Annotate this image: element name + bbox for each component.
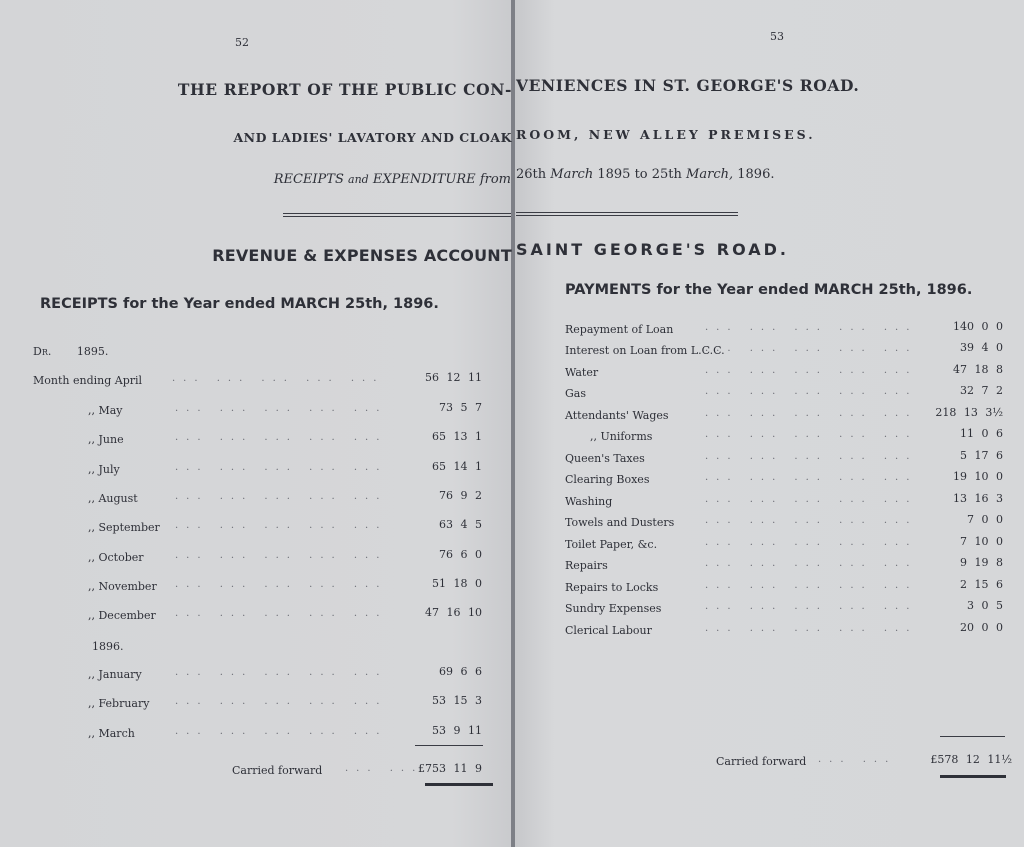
payment-row-label: Clerical Labour	[565, 624, 652, 637]
payment-row-label: ,, Uniforms	[590, 430, 653, 443]
receipt-row-label: ,, January	[88, 668, 142, 681]
payment-row-leader-dots: ... ... ... ... ...	[705, 580, 918, 591]
dr-text: Dr.	[33, 345, 52, 358]
start-year-end-day: 1895 to 25th	[597, 167, 682, 182]
payment-row-amount: 47 18 8	[953, 363, 1003, 376]
payment-row-leader-dots: ... ... ... ... ...	[705, 472, 918, 483]
payments-total-rule	[940, 775, 1006, 778]
receipts-subtotal-rule	[415, 745, 483, 746]
title-line2-right: ROOM, NEW ALLEY PREMISES.	[516, 127, 816, 142]
payment-row-leader-dots: ... ... ... ... ...	[705, 343, 918, 354]
payment-row-amount: 218 13 3½	[935, 406, 1003, 419]
receipt-row-label: ,, November	[88, 580, 157, 593]
payment-row-leader-dots: ... ... ... ... ...	[705, 365, 918, 376]
receipt-row-label: ,, February	[88, 697, 150, 710]
receipts-word: RECEIPTS	[273, 172, 344, 187]
payment-row-leader-dots: ... ... ... ... ...	[705, 322, 918, 333]
payment-row-label: Toilet Paper, &c.	[565, 538, 658, 551]
receipt-row-leader-dots: ... ... ... ... ...	[175, 667, 388, 678]
payment-row-amount: 3 0 5	[967, 599, 1003, 612]
account-heading-left: REVENUE & EXPENSES ACCOUNT	[212, 246, 512, 265]
payment-row-amount: 13 16 3	[953, 492, 1003, 505]
receipt-row-label: ,, July	[88, 463, 120, 476]
payments-heading: PAYMENTS for the Year ended MARCH 25th, 1896.	[565, 282, 973, 298]
payment-row-label: Clearing Boxes	[565, 473, 650, 486]
expenditure-word: EXPENDITURE	[372, 172, 476, 187]
end-month: March,	[686, 167, 734, 182]
payment-row-amount: 39 4 0	[960, 341, 1003, 354]
payment-row-label: Towels and Dusters	[565, 516, 675, 529]
payment-row-label: Sundry Expenses	[565, 602, 662, 615]
start-day: 26th	[516, 167, 547, 182]
year-1895: 1895.	[76, 345, 109, 358]
payment-row-leader-dots: ... ... ... ... ...	[705, 537, 918, 548]
payment-row-label: Washing	[565, 495, 613, 508]
end-year: 1896.	[737, 167, 775, 182]
receipt-row-amount: 53 15 3	[432, 694, 482, 707]
year-1896: 1896.	[92, 640, 124, 653]
payment-row-amount: 20 0 0	[960, 621, 1003, 634]
receipt-row-amount: 76 9 2	[439, 489, 482, 502]
receipts-carried-dots: ... ...	[345, 763, 424, 774]
payments-carried-forward-label: Carried forward	[716, 755, 807, 768]
receipt-row-amount: 53 9 11	[432, 724, 482, 737]
book-gutter	[511, 0, 515, 847]
receipt-row-label: ,, August	[88, 492, 138, 505]
payment-row-amount: 7 10 0	[960, 535, 1003, 548]
payment-row-leader-dots: ... ... ... ... ...	[705, 558, 918, 569]
payment-row-amount: 32 7 2	[960, 384, 1003, 397]
receipt-row-leader-dots: ... ... ... ... ...	[175, 462, 388, 473]
receipt-row-leader-dots: ... ... ... ... ...	[175, 579, 388, 590]
title-line1-right: VENIENCES IN ST. GEORGE'S ROAD.	[516, 76, 860, 95]
payment-row-amount: 140 0 0	[953, 320, 1003, 333]
payment-row-leader-dots: ... ... ... ... ...	[705, 623, 918, 634]
payment-row-label: Queen's Taxes	[565, 452, 645, 465]
payment-row-amount: 5 17 6	[960, 449, 1003, 462]
payments-subtotal-rule	[940, 736, 1005, 737]
payment-row-label: Repairs	[565, 559, 608, 572]
receipt-row-leader-dots: ... ... ... ... ...	[175, 432, 388, 443]
receipt-row-leader-dots: ... ... ... ... ...	[175, 403, 388, 414]
page-number-left: 52	[235, 36, 249, 49]
receipts-carried-forward-label: Carried forward	[232, 764, 323, 777]
payment-row-label: Repairs to Locks	[565, 581, 659, 594]
title-line1-left: THE REPORT OF THE PUBLIC CON-	[177, 80, 512, 99]
receipt-row-label: ,, October	[88, 551, 144, 564]
payment-row-leader-dots: ... ... ... ... ...	[705, 515, 918, 526]
receipt-row-leader-dots: ... ... ... ... ...	[175, 608, 388, 619]
payment-row-amount: 9 19 8	[960, 556, 1003, 569]
dr-label	[33, 345, 108, 358]
payment-row-leader-dots: ... ... ... ... ...	[705, 408, 918, 419]
title-rule-left	[283, 213, 511, 217]
title-line3-right	[516, 167, 774, 182]
receipt-row-amount: 65 14 1	[432, 460, 482, 473]
from-word: from	[479, 172, 511, 187]
receipt-row-leader-dots: ... ... ... ... ...	[175, 550, 388, 561]
receipt-row-leader-dots: ... ... ... ... ...	[175, 491, 388, 502]
receipt-row-label: ,, June	[88, 433, 124, 446]
receipt-row-amount: 47 16 10	[425, 606, 482, 619]
receipt-row-label: ,, September	[88, 521, 160, 534]
receipt-row-label: ,, March	[88, 727, 135, 740]
start-month: March	[550, 167, 594, 182]
receipts-total-rule	[425, 783, 493, 786]
receipt-row-leader-dots: ... ... ... ... ...	[172, 373, 385, 384]
payments-carried-forward-amount: £578 12 11½	[930, 753, 1012, 766]
and-word: and	[348, 173, 369, 186]
receipt-row-leader-dots: ... ... ... ... ...	[175, 520, 388, 531]
receipt-row-amount: 73 5 7	[439, 401, 482, 414]
title-line2-left: AND LADIES' LAVATORY AND CLOAK	[233, 130, 512, 145]
payments-carried-dots: ... ...	[818, 754, 897, 765]
payment-row-label: Attendants' Wages	[565, 409, 669, 422]
receipt-row-amount: 65 13 1	[432, 430, 482, 443]
receipt-row-leader-dots: ... ... ... ... ...	[175, 726, 388, 737]
payment-row-leader-dots: ... ... ... ... ...	[705, 429, 918, 440]
payment-row-label: Repayment of Loan	[565, 323, 674, 336]
receipt-row-amount: 76 6 0	[439, 548, 482, 561]
payment-row-amount: 2 15 6	[960, 578, 1003, 591]
page-number-right: 53	[770, 30, 784, 43]
payment-row-leader-dots: ... ... ... ... ...	[705, 601, 918, 612]
receipt-row-amount: 51 18 0	[432, 577, 482, 590]
payment-row-amount: 7 0 0	[967, 513, 1003, 526]
payment-row-leader-dots: ... ... ... ... ...	[705, 494, 918, 505]
title-rule-right	[516, 212, 738, 216]
payment-row-leader-dots: ... ... ... ... ...	[705, 451, 918, 462]
receipt-row-amount: 56 12 11	[425, 371, 482, 384]
title-line3-left	[274, 172, 511, 187]
receipt-row-amount: 63 4 5	[439, 518, 482, 531]
payment-row-amount: 11 0 6	[960, 427, 1003, 440]
receipt-row-label: ,, December	[88, 609, 156, 622]
receipt-row-amount: 69 6 6	[439, 665, 482, 678]
receipts-carried-forward-amount: £753 11 9	[418, 762, 482, 775]
receipt-row-leader-dots: ... ... ... ... ...	[175, 696, 388, 707]
payment-row-label: Water	[565, 366, 599, 379]
payment-row-amount: 19 10 0	[953, 470, 1003, 483]
receipt-row-label: ,, May	[88, 404, 123, 417]
account-heading-right: SAINT GEORGE'S ROAD.	[516, 240, 790, 259]
payment-row-label: Interest on Loan from L.C.C.	[565, 344, 725, 357]
receipts-heading: RECEIPTS for the Year ended MARCH 25th, 1896.	[40, 296, 439, 312]
payment-row-leader-dots: ... ... ... ... ...	[705, 386, 918, 397]
payment-row-label: Gas	[565, 387, 586, 400]
receipt-row-label: Month ending April	[33, 374, 143, 387]
